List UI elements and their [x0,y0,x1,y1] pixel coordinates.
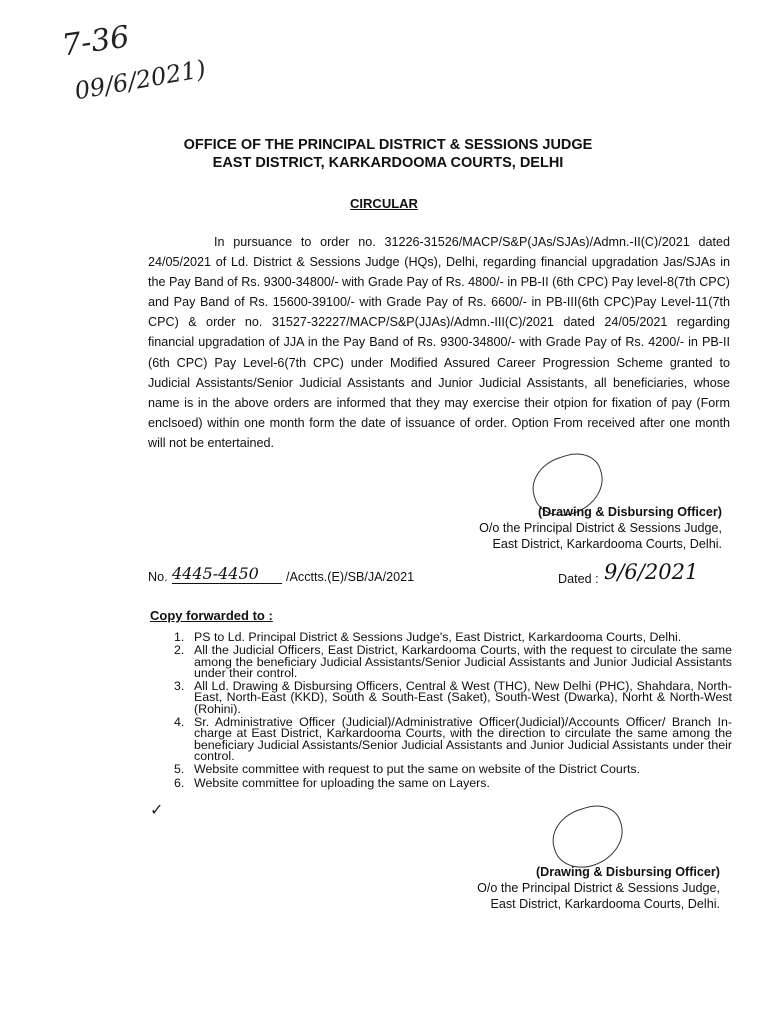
circular-body: In pursuance to order no. 31226-31526/MACP/S&P(JAs/SJAs)/Admn.-II(C)/2021 dated 24/05/2021 of Ld. District & Sessions Judge (HQs), Delhi, regarding financial upgradation Jas/SJAs in the Pay Band of Rs. 9300-34800/- with Grade Pay of Rs. 4800/- in PB-II (6th CPC) Pay level-8(7th CPC) and Pay Band of Rs. 15600-39100/- with Grade Pay of Rs. 6600/- in PB-III(6th CPC)Pay Level-11(7th CPC) & order no. 31527-32227/MACP/S&P(JJAs)/Admn.-III(C)/2021 dated 24/05/2021 regarding financial upgradation of JJA in the Pay Band of Rs. 9300-34800/- with Grade Pay of Rs. 4200/- in PB-II (6th CPC) Pay Level-6(7th CPC) under Modified Assured Career Progression Scheme granted to Judicial Assistants/Senior Judicial Assistants and Junior Judicial Assistants, all beneficiaries, whose name is in the above orders are informed that they may exercise their otpion for fixation of pay (Form enclsoed) within one month form the date of issuance of order. Option From received after one month will not be entertained. [148,235,730,450]
signatory-address: East District, Karkardooma Courts, Delhi. [490,897,720,911]
reference-no-label: No. [148,570,168,584]
signature-block-1 [479,504,722,552]
office-header [150,136,626,172]
list-item: 3. All Ld. Drawing & Disbursing Officers, Central & West (THC), New Delhi (PHC), Shahdara, North-East, North-East (KKD), South & South-East (Saket), South-West (Dwarka), Norht & North-West (Rohini). [174,679,732,716]
signatory-address: East District, Karkardooma Courts, Delhi. [492,537,722,551]
list-item: 5. Website committee with request to put the same on website of the District Courts. [174,762,641,777]
dated-label: Dated : [558,572,599,586]
signatory-role: (Drawing & Disbursing Officer) [535,865,720,879]
handwritten-date: 09/6/2021) [72,54,208,106]
reference-line [148,560,718,590]
copy-forwarded-heading: Copy forwarded to : [150,608,273,623]
list-item: 2. All the Judicial Officers, East District, Karkardooma Courts, with the request to circulate the same among the beneficiary Judicial Assistants/Senior Judicial Assistants and Junior Judicial Assistants under their control. [174,643,732,680]
checkmark-icon: ✓ [150,802,164,819]
circular-title: CIRCULAR [350,196,418,211]
circular-heading [0,196,768,211]
list-item: 1. PS to Ld. Principal District & Sessions Judge's, East District, Karkardooma Courts, Delhi. [174,630,682,644]
list-item: 4. Sr. Administrative Officer (Judicial)/Administrative Officer(Judicial)/Accounts Officer/ Branch In-charge at East District, Karkardooma Courts, with the direction to circulate the same among the beneficiary Judicial Assistants/Senior Judicial Assistants and Junior Judicial Assistants under their control. [174,715,732,763]
handwritten-note [59,19,262,112]
reference-suffix: /Acctts.(E)/SB/JA/2021 [286,570,415,584]
header-line-1: OFFICE OF THE PRINCIPAL DISTRICT & SESSIONS JUDGE [183,137,593,153]
copy-forwarded-list [148,632,732,791]
header-line-2: EAST DISTRICT, KARKARDOOMA COURTS, DELHI [212,155,564,171]
signatory-office: O/o the Principal District & Sessions Judge, [477,881,720,895]
signatory-role: (Drawing & Disbursing Officer) [537,505,722,519]
signatory-office: O/o the Principal District & Sessions Judge, [479,521,722,535]
dated-value: 9/6/2021 [604,560,699,584]
list-item: 6. Website committee for uploading the same on Layers. [174,775,490,790]
signature-block-2 [477,864,720,912]
reference-number: 4445-4450 [172,564,282,584]
handwritten-diary-number: 7-36 [59,19,132,64]
